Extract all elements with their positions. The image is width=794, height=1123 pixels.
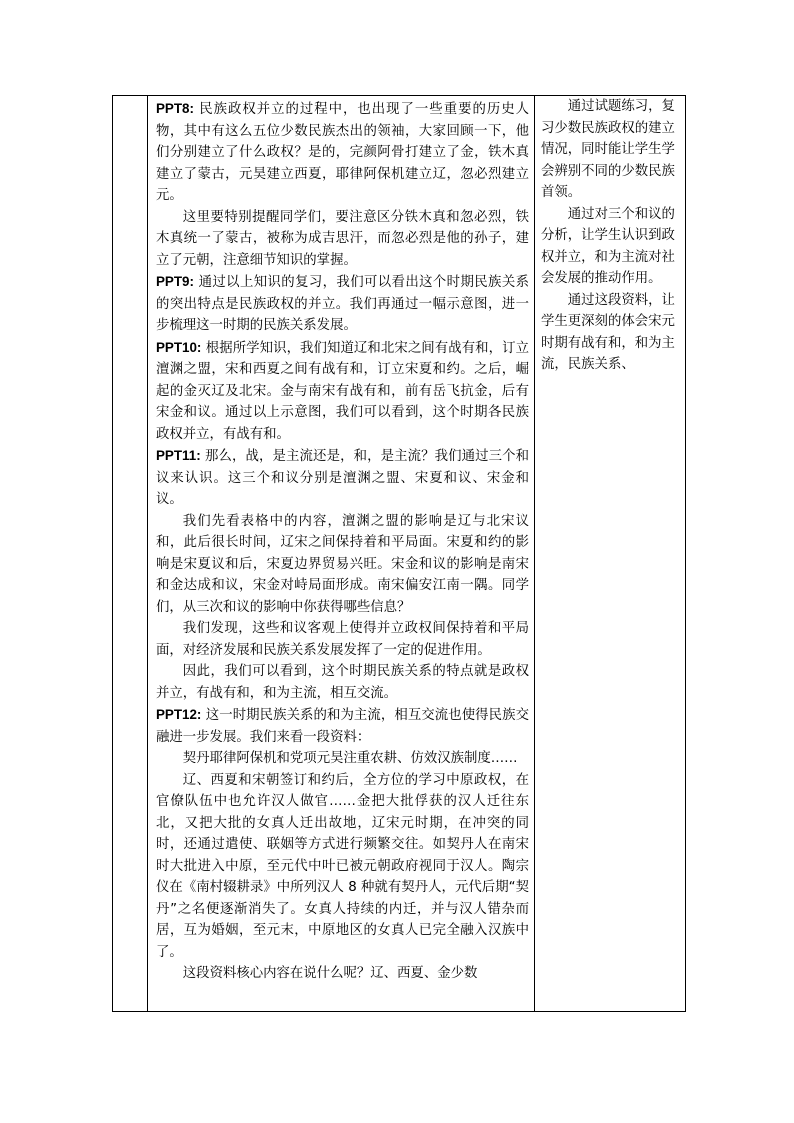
ppt11-text: 那么，战，是主流还是，和，是主流？我们通过三个和议来认识。这三个和议分别是澶渊之盟、宋夏和议、宋金和议。	[156, 449, 529, 507]
ppt11-paragraph-2: 我们先看表格中的内容，澶渊之盟的影响是辽与北宋议和，此后很长时间，辽宋之间保持着和平局面。宋夏和约的影响是宋夏议和后，宋夏边界贸易兴旺。宋金和议的影响是南宋和金达成和议，宋金对峙局面形成。南宋偏安江南一隅。同学们，从三次和议的影响中你获得哪些信息？	[156, 513, 529, 615]
note-3: 通过这段资料，让学生更深刻的体会宋元时期有战有和，和为主流，民族关系、	[541, 292, 675, 372]
design-intent-cell	[535, 96, 686, 1012]
note-2: 通过对三个和议的分析，让学生认识到政权并立，和为主流对社会发展的推动作用。	[541, 206, 675, 286]
ppt11-paragraph-3: 我们发现，这些和议客观上使得并立政权间保持着和平局面，对经济发展和民族关系发展发挥了一定的促进作用。	[156, 621, 529, 658]
ppt11-label: PPT11:	[156, 448, 201, 463]
ppt12-paragraph-3: 辽、西夏和宋朝签订和约后，全方位的学习中原政权，在官僚队伍中也允许汉人做官……金把大批俘获的汉人迁往东北，又把大批的女真人迁出故地，辽宋元时期，在冲突的同时，还通过遣使、联姻等方式进行频繁交往。如契丹人在南宋时大批进入中原，至元代中叶已被元朝政府视同于汉人。陶宗仪在《南村辍耕录》中所列汉人 8 种就有契丹人，元代后期“契丹”之名便逐渐消失了。女真人持续的内迁，并与汉人错杂而居，互为婚姻，至元末，中原地区的女真人已完全融入汉族中了。	[156, 772, 529, 960]
ppt8-text: 民族政权并立的过程中，也出现了一些重要的历史人物，其中有这么五位少数民族杰出的领袖，大家回顾一下，他们分别建立了什么政权？是的，完颜阿骨打建立了金，铁木真建立了蒙古，元昊建立西夏，耶律阿保机建立辽，忽必烈建立元。	[156, 102, 529, 203]
design-intent-notes	[535, 96, 685, 376]
ppt10-text: 根据所学知识，我们知道辽和北宋之间有战有和，订立澶渊之盟，宋和西夏之间有战有和，订立宋夏和约。之后，崛起的金灭辽及北宋。金与南宋有战有和，前有岳飞抗金，后有宋金和议。通过以上示意图，我们可以看到，这个时期各民族政权并立，有战有和。	[156, 340, 529, 442]
ppt10-label: PPT10:	[156, 339, 202, 355]
note-1: 通过试题练习，复习少数民族政权的建立情况，同时能让学生学会辨别不同的少数民族首领。	[541, 99, 675, 200]
ppt9-label: PPT9:	[156, 274, 194, 289]
ppt8-paragraph	[156, 98, 529, 207]
teaching-content-cell	[148, 96, 535, 1012]
blank-column-cell	[113, 96, 148, 1012]
ppt11-paragraph	[156, 445, 529, 511]
ppt12-label: PPT12:	[156, 707, 202, 722]
ppt12-paragraph-4: 这段资料核心内容在说什么呢？辽、西夏、金少数	[182, 966, 478, 981]
ppt8-note-paragraph: 这里要特别提醒同学们，要注意区分铁木真和忽必烈，铁木真统一了蒙古，被称为成吉思汗，而忽必烈是他的孙子，建立了元朝，注意细节知识的掌握。	[156, 209, 529, 268]
ppt10-paragraph	[156, 337, 529, 446]
lesson-plan-table	[112, 95, 686, 1012]
ppt9-text: 通过以上知识的复习，我们可以看出这个时期民族关系的突出特点是民族政权的并立。我们再通过一幅示意图，进一步梳理这一时期的民族关系发展。	[156, 275, 529, 333]
ppt8-label: PPT8:	[156, 101, 194, 116]
ppt12-paragraph-2: 契丹耶律阿保机和党项元昊注重农耕、仿效汉族制度……	[182, 751, 518, 766]
table-row	[113, 96, 686, 1012]
teaching-content	[148, 96, 534, 985]
ppt12-text: 这一时期民族关系的和为主流，相互交流也使得民族交融进一步发展。我们来看一段资料：	[156, 708, 529, 745]
ppt11-paragraph-4: 因此，我们可以看到，这个时期民族关系的特点就是政权并立，有战有和，和为主流，相互交流。	[156, 664, 529, 701]
ppt12-paragraph	[156, 704, 529, 748]
ppt9-paragraph	[156, 271, 529, 337]
